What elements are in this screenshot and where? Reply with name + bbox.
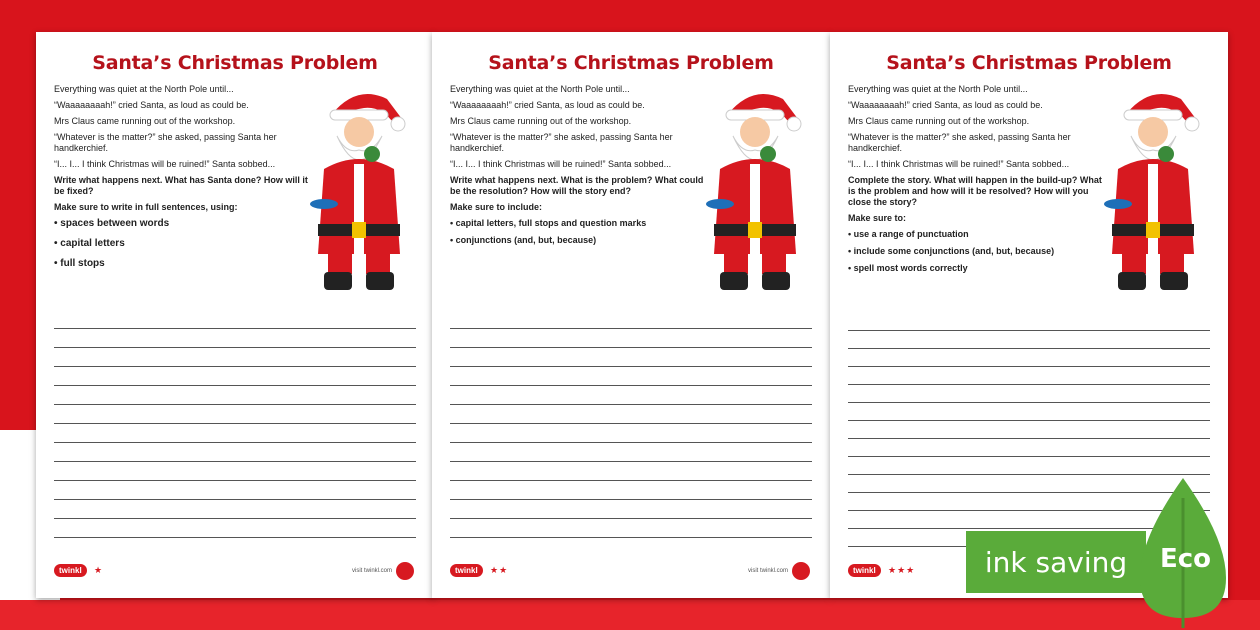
checklist-item: • capital letters	[54, 238, 125, 249]
task-prompt: Write what happens next. What has Santa done? How will it be fixed?	[54, 175, 308, 196]
story-line: “Waaaaaaaah!” cried Santa, as loud as could be.	[54, 100, 249, 110]
checklist-title: Make sure to write in full sentences, using:	[54, 202, 238, 212]
badge-icon	[396, 562, 414, 580]
story-line: Everything was quiet at the North Pole until...	[450, 84, 630, 94]
writing-lines[interactable]	[450, 328, 812, 538]
footer-url: visit twinkl.com	[351, 568, 392, 574]
checklist-item: • capital letters, full stops and question marks	[450, 218, 647, 228]
story-line: “Waaaaaaaah!” cried Santa, as loud as could be.	[450, 100, 645, 110]
difficulty-stars: ★	[94, 565, 104, 575]
story-line: Everything was quiet at the North Pole until...	[848, 84, 1028, 94]
story-line: “Waaaaaaaah!” cried Santa, as loud as could be.	[848, 100, 1043, 110]
story-line: “Whatever is the matter?” she asked, passing Santa her handkerchief.	[450, 132, 673, 153]
checklist-item: • full stops	[54, 258, 105, 269]
difficulty-stars: ★★	[490, 565, 509, 575]
worksheet-footer	[450, 562, 812, 582]
worksheet-title: Santa’s Christmas Problem	[886, 52, 1172, 74]
checklist-item: • use a range of punctuation	[848, 229, 969, 239]
badge-icon	[792, 562, 810, 580]
background-floor	[0, 600, 1260, 630]
story-text	[450, 84, 710, 246]
footer-url: visit twinkl.com	[747, 568, 788, 574]
story-text	[848, 84, 1108, 274]
checklist-item: • conjunctions (and, but, because)	[450, 235, 597, 245]
story-line: “I... I... I think Christmas will be ruined!” Santa sobbed...	[450, 159, 672, 169]
checklist-title: Make sure to include:	[450, 202, 543, 212]
worksheet-2	[432, 32, 830, 598]
story-line: Mrs Claus came running out of the workshop.	[54, 116, 236, 126]
santa-illustration	[1096, 84, 1206, 294]
twinkl-logo: twinkl	[848, 564, 881, 577]
story-line: Everything was quiet at the North Pole until...	[54, 84, 234, 94]
worksheet-title: Santa’s Christmas Problem	[488, 52, 774, 74]
story-line: Mrs Claus came running out of the workshop.	[848, 116, 1030, 126]
story-line: “Whatever is the matter?” she asked, passing Santa her handkerchief.	[848, 132, 1071, 153]
story-line: “I... I... I think Christmas will be ruined!” Santa sobbed...	[848, 159, 1070, 169]
task-prompt: Complete the story. What will happen in the build-up? What is the problem and how will it be resolved? How will you close the story?	[848, 175, 1102, 207]
worksheet-title: Santa’s Christmas Problem	[92, 52, 378, 74]
santa-illustration	[302, 84, 412, 294]
difficulty-stars: ★★★	[888, 565, 916, 575]
twinkl-logo: twinkl	[450, 564, 483, 577]
story-line: “I... I... I think Christmas will be ruined!” Santa sobbed...	[54, 159, 276, 169]
checklist-item: • spell most words correctly	[848, 263, 968, 273]
writing-lines[interactable]	[54, 328, 416, 538]
twinkl-logo: twinkl	[54, 564, 87, 577]
task-prompt: Write what happens next. What is the problem? What could be the resolution? How will the story end?	[450, 175, 704, 196]
checklist-item: • spaces between words	[54, 218, 170, 229]
checklist-title: Make sure to:	[848, 213, 907, 223]
story-line: “Whatever is the matter?” she asked, passing Santa her handkerchief.	[54, 132, 277, 153]
worksheet-footer	[54, 562, 416, 582]
checklist-item: • include some conjunctions (and, but, because)	[848, 246, 1055, 256]
story-text	[54, 84, 314, 269]
worksheet-1	[36, 32, 434, 598]
eco-label: Eco	[1160, 544, 1212, 574]
story-line: Mrs Claus came running out of the workshop.	[450, 116, 632, 126]
ink-saving-banner: ink saving	[966, 531, 1146, 593]
santa-illustration	[698, 84, 808, 294]
